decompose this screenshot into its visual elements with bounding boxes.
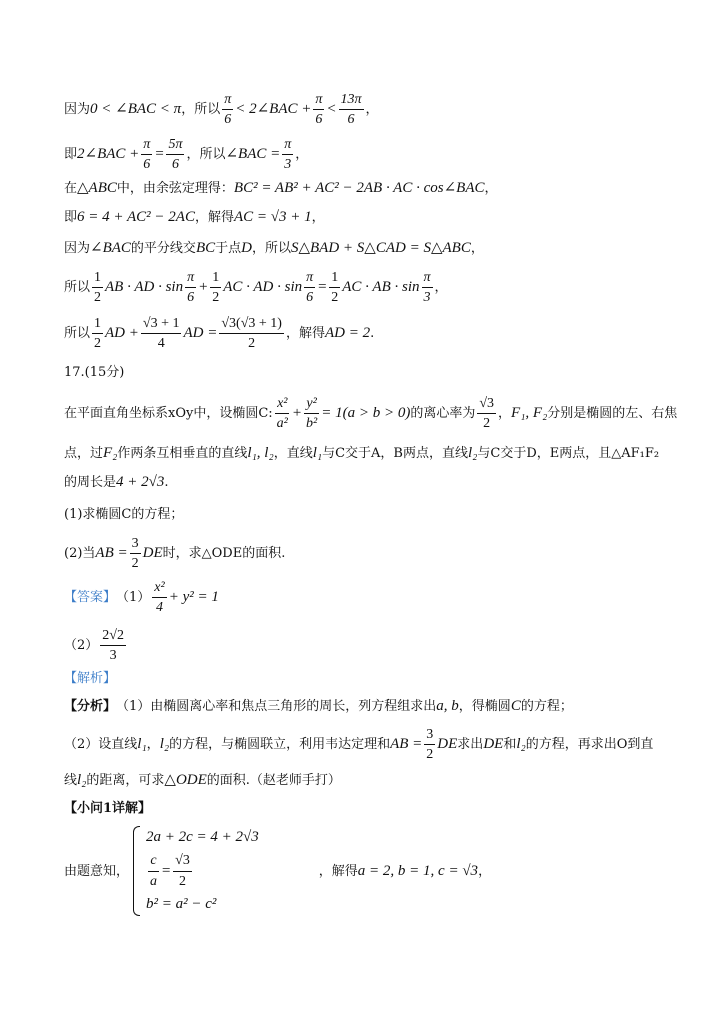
- text: 点，过: [64, 446, 104, 461]
- solution-line-7: [64, 316, 374, 352]
- fraction: $\frac{3}{2}$: [426, 727, 434, 763]
- text: 在平面直角坐标系xOy中，设椭圆C:: [64, 406, 273, 422]
- solution-line-1: [64, 92, 379, 128]
- answer-1: [64, 580, 219, 616]
- text: 和: [503, 737, 517, 753]
- fraction: 2√2 3: [102, 628, 124, 664]
- text: ，: [484, 181, 498, 196]
- analysis-line-2: [64, 727, 653, 763]
- math: 0 < ∠BAC < π: [90, 101, 182, 118]
- text: ，所以: [186, 147, 226, 163]
- text: ，所以: [251, 241, 291, 256]
- text: （1）由椭圆离心率和焦点三角形的周长，列方程组求出: [116, 699, 437, 714]
- math: AD =: [183, 325, 218, 342]
- problem-line-3: [64, 475, 169, 490]
- text: （1）: [116, 590, 151, 606]
- math: AB =: [95, 545, 128, 562]
- text: 的面积.（赵老师手打）: [206, 773, 341, 788]
- fraction: $\frac{c}{a}$: [150, 853, 158, 889]
- fraction: $\frac{3}{2}$: [131, 536, 139, 572]
- solution-line-4: [64, 210, 325, 225]
- answer-label: 【答案】: [64, 590, 117, 606]
- text: 时，求△ODE的面积.: [162, 546, 286, 562]
- answer-2: [64, 628, 128, 664]
- text: ，: [311, 210, 325, 225]
- fraction: x² a²: [276, 396, 288, 432]
- fraction: 1 2: [94, 270, 102, 306]
- math: l₁, l₂: [247, 445, 274, 461]
- math: 2a + 2c = 4 + 2√3: [146, 829, 259, 846]
- fraction: 1 2: [94, 316, 102, 352]
- sub-question-label: [64, 802, 151, 815]
- math: △ODE: [164, 772, 207, 788]
- math: 2∠BAC +: [77, 146, 140, 163]
- problem-line-1: [64, 396, 677, 432]
- math: ∠BAC =: [225, 146, 281, 163]
- text: 所以: [64, 280, 91, 296]
- math: F₁, F₂: [511, 405, 548, 422]
- text: 即: [64, 210, 78, 225]
- fraction: $\frac{\pi}{3}$: [284, 137, 292, 173]
- fraction: $\frac{5\pi}{6}$: [168, 137, 183, 173]
- math: BC² = AB² + AC² − 2AB · AC · cos∠BAC: [233, 180, 485, 196]
- math: △ABC: [77, 180, 117, 196]
- text: （2）: [64, 638, 99, 654]
- fraction: $\frac{1}{2}$: [212, 270, 220, 306]
- math: <: [326, 101, 337, 118]
- fraction: √3 2: [479, 396, 495, 432]
- math: +: [198, 279, 209, 296]
- text: ，解得: [194, 210, 234, 225]
- math: a = 2, b = 1, c = √3: [357, 862, 479, 879]
- fraction: $\frac{\text{y²}}{\text{b²}}$: [306, 396, 318, 432]
- question-2: [64, 536, 285, 572]
- math: DE: [142, 545, 163, 562]
- math: AC · AD · sin: [223, 279, 303, 296]
- text: 【小问1详解】: [64, 801, 152, 816]
- math: < 2∠BAC +: [235, 101, 312, 118]
- math: +: [291, 405, 302, 422]
- math: DE: [483, 736, 504, 753]
- text: ，得椭圆: [458, 699, 511, 714]
- fraction: π 6: [224, 92, 232, 128]
- math: l₂: [77, 772, 87, 788]
- math: AB · AD · sin: [105, 279, 184, 296]
- text: 分别是椭圆的左、右焦: [547, 406, 678, 422]
- math: AD = 2: [324, 325, 371, 342]
- text: .: [370, 326, 375, 342]
- text: 与C交于A，B两点，直线: [322, 446, 468, 461]
- text: ，: [146, 737, 160, 753]
- solution-line-6: [64, 270, 448, 306]
- analysis-label: [64, 672, 116, 685]
- text: 的平分线交: [130, 241, 196, 256]
- fraction: $\frac{√3}{2}$: [175, 853, 190, 889]
- fraction: π 6: [187, 270, 195, 306]
- math: D: [241, 240, 252, 256]
- math: DE: [437, 736, 458, 753]
- text: 【分析】: [64, 699, 117, 714]
- brace: [133, 826, 140, 916]
- math: =: [161, 862, 172, 879]
- solution-line-5: [64, 241, 484, 256]
- math: l₂: [467, 445, 478, 461]
- text: (2)当: [64, 546, 96, 562]
- analysis-line-1: [64, 699, 573, 714]
- text: 线: [64, 773, 78, 788]
- text: 因为: [64, 102, 91, 118]
- math: 6 = 4 + AC² − 2AC: [77, 209, 195, 225]
- text: (1)求椭圆C的方程；: [64, 507, 184, 522]
- text: ，解得: [318, 863, 358, 879]
- math: 4 + 2√3: [116, 474, 165, 490]
- text: 的方程；: [520, 699, 573, 714]
- text: ，所以: [181, 102, 221, 118]
- text: 【解析】: [64, 671, 117, 686]
- fraction: $\frac{1}{2}$: [331, 270, 339, 306]
- solution-line-2: [64, 137, 308, 173]
- text: ，: [365, 102, 379, 118]
- equation-system: [129, 826, 259, 916]
- text: 与C交于D，E两点，且△AF₁F₂: [477, 446, 660, 461]
- equation-system-line: [64, 826, 491, 916]
- math: C: [510, 698, 521, 714]
- math: AC = √3 + 1: [233, 209, 312, 225]
- math: ∠BAC: [90, 240, 131, 256]
- fraction: 13π 6: [340, 92, 362, 128]
- math: AD +: [105, 325, 139, 342]
- problem-line-2: [64, 446, 659, 461]
- text: 在: [64, 181, 78, 196]
- text: 于点: [215, 241, 242, 256]
- math: = 1(a > b > 0): [321, 405, 411, 422]
- math: =: [317, 279, 328, 296]
- text: ，: [478, 863, 492, 879]
- math: AB =: [390, 736, 423, 753]
- text: ，解得: [285, 326, 325, 342]
- math: l₂: [159, 736, 170, 753]
- text: ，: [434, 280, 448, 296]
- question-1: [64, 508, 183, 521]
- math: =: [154, 146, 165, 163]
- text: 的周长是: [64, 475, 117, 490]
- fraction: $\frac{\pi}{6}$: [143, 137, 151, 173]
- math: BC: [195, 240, 216, 256]
- problem-number: [64, 366, 124, 379]
- text: 中，由余弦定理得：: [116, 181, 234, 196]
- text: .: [164, 475, 169, 490]
- text: 所以: [64, 326, 91, 342]
- math: AC · AB · sin: [342, 279, 420, 296]
- text: ，: [470, 241, 484, 256]
- text: 的方程，再求出O到直: [525, 737, 654, 753]
- fraction: $\frac{\pi}{6}$: [315, 92, 323, 128]
- text: 因为: [64, 241, 91, 256]
- math: l₁: [312, 445, 323, 461]
- math: F₂: [103, 445, 118, 461]
- math: a, b: [436, 698, 459, 714]
- fraction: x² 4: [154, 580, 165, 616]
- solution-line-3: [64, 181, 498, 196]
- fraction: $\frac{√3(√3 + 1)}{2}$: [221, 316, 282, 352]
- text: （2）设直线: [64, 737, 138, 753]
- analysis-line-3: [64, 773, 341, 788]
- text: ，直线: [273, 446, 313, 461]
- text: 的方程，与椭圆联立，利用韦达定理和: [169, 737, 391, 753]
- fraction: π 3: [423, 270, 431, 306]
- text: 的距离，可求: [86, 773, 165, 788]
- fraction: $\frac{√3 + 1}{4}$: [142, 316, 180, 352]
- text: 由题意知，: [64, 863, 130, 879]
- text: 求出: [457, 737, 484, 753]
- fraction: $\frac{\pi}{6}$: [306, 270, 314, 306]
- math: S△BAD + S△CAD = S△ABC: [290, 240, 471, 256]
- text: 即: [64, 147, 78, 163]
- math: b² = a² − c²: [146, 895, 217, 912]
- text: 17.(15分): [64, 365, 125, 380]
- math: + y² = 1: [168, 589, 219, 606]
- math: l₂: [516, 736, 526, 753]
- text: 的离心率为: [410, 406, 476, 422]
- math: l₁: [137, 736, 147, 753]
- text: 作两条互相垂直的直线: [117, 446, 248, 461]
- text: ，: [295, 147, 309, 163]
- text: ，: [498, 406, 512, 422]
